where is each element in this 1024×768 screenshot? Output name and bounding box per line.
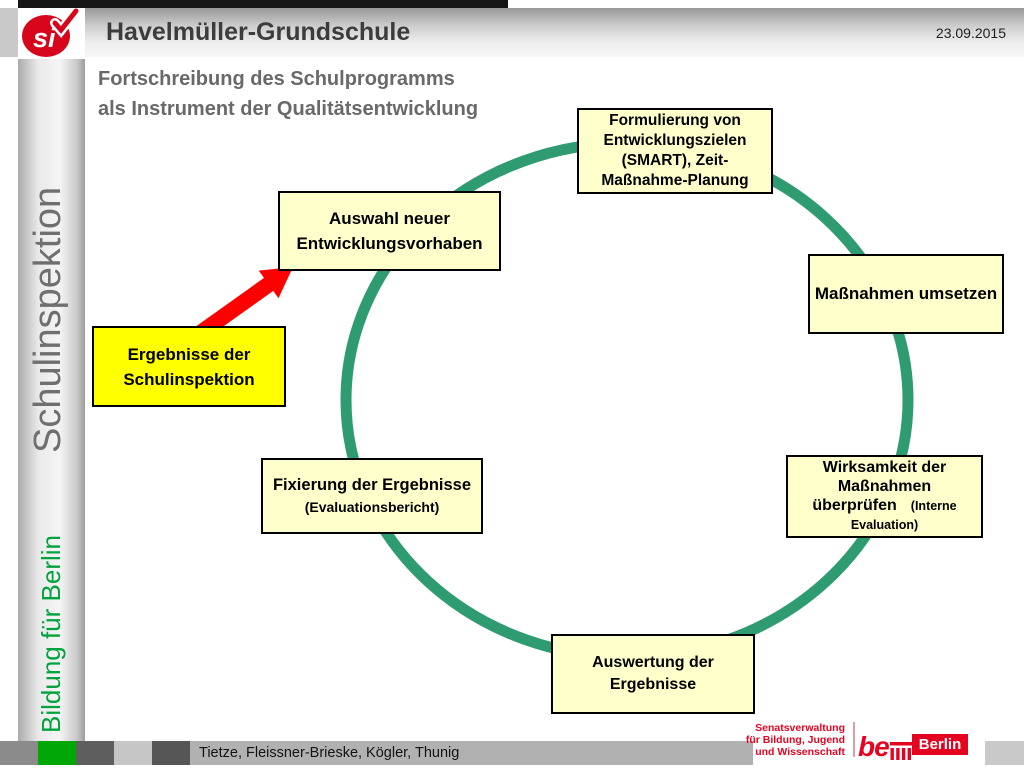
footer-square-lightgray <box>114 741 152 765</box>
berlin-be-wordmark: be <box>858 731 889 762</box>
node-line: (SMART), Zeit- <box>621 152 729 169</box>
node-wirksamkeit <box>786 455 983 538</box>
berlin-wordmark: Berlin <box>912 734 968 755</box>
senats-line-3: und Wissenschaft <box>755 746 845 758</box>
senats-line-1: Senatsverwaltung <box>755 722 845 734</box>
node-line: Schulinspektion <box>123 369 255 389</box>
sidebar-brand-label: Bildung für Berlin <box>36 535 66 733</box>
node-auswertung <box>551 634 755 714</box>
node-line: Auswahl neuer <box>329 209 450 228</box>
logo-divider <box>853 722 855 757</box>
sidebar-section-label: Schulinspektion <box>27 186 69 453</box>
node-line: Entwicklungsvorhaben <box>296 234 483 253</box>
node-line <box>812 496 956 516</box>
footer-square-gray-1 <box>0 741 38 765</box>
page-title: Havelmüller-Grundschule <box>106 18 411 46</box>
footer-authors: Tietze, Fleissner-Brieske, Kögler, Thunig <box>190 741 753 765</box>
node-fixierung <box>261 458 483 534</box>
node-massnahmen <box>808 254 1004 334</box>
senats-logo-text <box>745 722 845 758</box>
node-line: Fixierung der Ergebnisse <box>272 476 472 494</box>
node-line: Entwicklungszielen <box>603 132 747 149</box>
node-line-part: (Interne <box>910 499 957 513</box>
slide-date: 23.09.2015 <box>935 25 1006 41</box>
node-line: Ergebnisse <box>609 676 697 693</box>
node-line: Auswertung der <box>592 654 714 671</box>
footer-square-darkgray-1 <box>76 741 114 765</box>
node-line: Maßnahmen umsetzen <box>814 284 998 303</box>
subtitle-line-1: Fortschreibung des Schulprogramms <box>98 68 455 90</box>
node-auswahl <box>278 191 501 271</box>
node-line: Maßnahmen <box>837 478 932 495</box>
node-line-part: überprüfen <box>812 497 897 514</box>
subtitle-line-2: als Instrument der Qualitätsentwicklung <box>98 98 479 120</box>
senats-line-2: für Bildung, Jugend <box>745 734 845 746</box>
node-line: Formulierung von <box>609 112 741 129</box>
node-ergebnisse-schulinspektion <box>92 326 286 407</box>
brandenburg-gate-icon <box>890 742 912 760</box>
node-line: Evaluation) <box>850 518 919 532</box>
node-line: Maßnahme-Planung <box>601 172 749 189</box>
node-formulierung <box>577 108 773 194</box>
node-line: Wirksamkeit der <box>822 459 947 476</box>
footer-square-darkgray-2 <box>152 741 190 765</box>
node-line: (Evaluationsbericht) <box>304 499 440 515</box>
footer-right-square <box>985 741 1024 765</box>
si-logo-text: si <box>33 23 56 53</box>
node-line: Ergebnisse der <box>127 344 251 364</box>
footer-square-green <box>38 741 76 765</box>
